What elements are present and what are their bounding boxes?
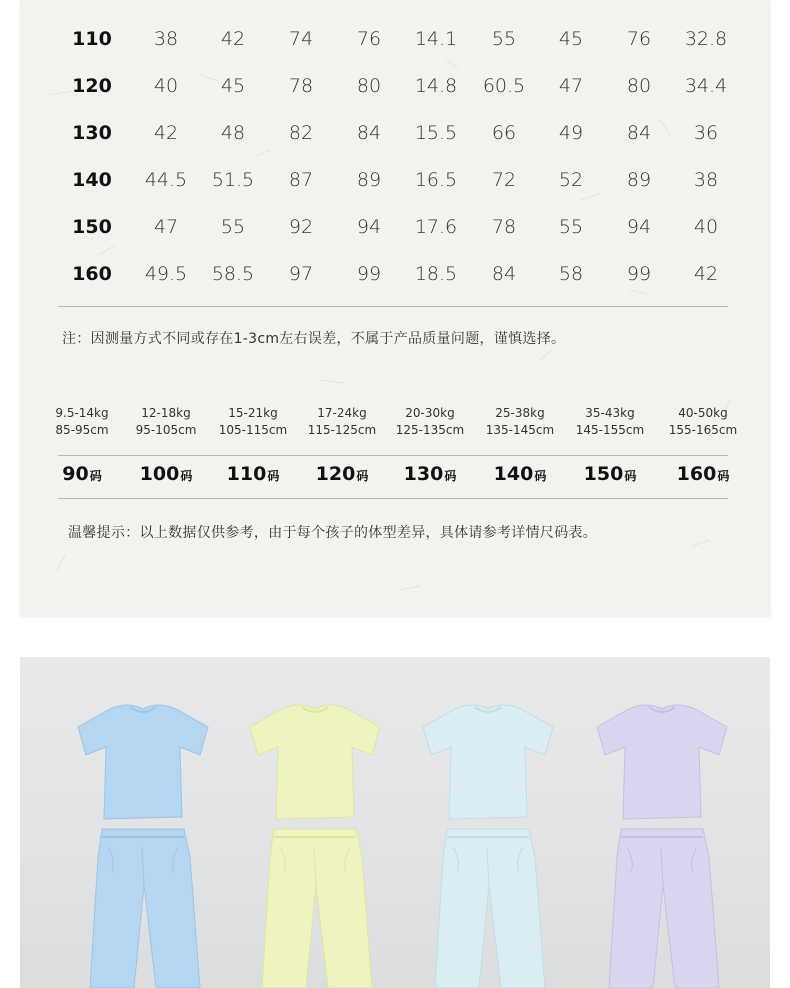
measurement-cell: 47: [153, 216, 179, 238]
size-code: [560, 463, 660, 485]
height-range: 135-145cm: [485, 423, 555, 437]
measurement-cell: 92: [288, 216, 314, 238]
measurement-cell: 40: [153, 75, 179, 97]
height-range: 155-165cm: [668, 423, 738, 437]
measurement-cell: 34.4: [684, 75, 728, 97]
measurement-cell: 84: [491, 263, 517, 285]
measurement-cell: 40: [693, 216, 719, 238]
size-code: [203, 463, 303, 485]
weight-range: 17-24kg: [317, 406, 367, 420]
size-code: [380, 463, 480, 485]
measurement-cell: 52: [558, 169, 584, 191]
size-code-number: 150: [583, 463, 624, 485]
guide-column: [560, 405, 660, 439]
measurement-cell: 32.8: [684, 28, 728, 50]
measurement-cell: 14.1: [414, 28, 458, 50]
measurement-cell: 99: [626, 263, 652, 285]
measurement-cell: 47: [558, 75, 584, 97]
measurement-cell: 36: [693, 122, 719, 144]
size-code-unit: 码: [180, 469, 193, 483]
guide-divider-bottom: [58, 498, 728, 499]
tshirt: [250, 705, 380, 819]
measurement-cell: 87: [288, 169, 314, 191]
size-label: 140: [72, 169, 112, 191]
measurement-cell: 82: [288, 122, 314, 144]
size-label: 120: [72, 75, 112, 97]
size-label: 130: [72, 122, 112, 144]
table-row: [58, 204, 748, 251]
measurement-cell: 45: [558, 28, 584, 50]
measurement-cell: 89: [626, 169, 652, 191]
pants: [90, 829, 200, 988]
measurement-cell: 72: [491, 169, 517, 191]
height-range: 85-95cm: [55, 423, 109, 437]
measurement-cell: 16.5: [414, 169, 458, 191]
measurement-cell: 18.5: [414, 263, 458, 285]
weight-range: 40-50kg: [678, 406, 728, 420]
size-code: [292, 463, 392, 485]
measurement-cell: 51.5: [211, 169, 255, 191]
size-code-unit: 码: [356, 469, 369, 483]
measurement-cell: 78: [288, 75, 314, 97]
measurement-cell: 45: [220, 75, 246, 97]
guide-column: [292, 405, 392, 439]
weight-range: 9.5-14kg: [55, 406, 109, 420]
measurement-cell: 58.5: [211, 263, 255, 285]
size-code-number: 120: [315, 463, 356, 485]
measurement-note: 注：因测量方式不同或存在1-3cm左右误差，不属于产品质量问题，谨慎选择。: [62, 331, 566, 347]
measurement-cell: 80: [356, 75, 382, 97]
measurement-cell: 49.5: [144, 263, 188, 285]
size-label: 150: [72, 216, 112, 238]
table-row: [58, 251, 748, 298]
tshirt: [423, 705, 553, 819]
size-code-unit: 码: [624, 469, 637, 483]
guide-column: [203, 405, 303, 439]
size-code-unit: 码: [444, 469, 457, 483]
height-range: 105-115cm: [218, 423, 288, 437]
size-code-number: 140: [493, 463, 534, 485]
tshirt: [78, 705, 208, 819]
guide-column: [470, 405, 570, 439]
tshirt: [597, 705, 727, 819]
pants: [435, 829, 545, 988]
pants: [609, 829, 719, 988]
measurement-cell: 97: [288, 263, 314, 285]
height-range: 115-125cm: [307, 423, 377, 437]
pants: [262, 829, 372, 988]
table-row: [58, 157, 748, 204]
measurement-cell: 48: [220, 122, 246, 144]
size-code-unit: 码: [534, 469, 547, 483]
measurement-cell: 74: [288, 28, 314, 50]
measurement-cell: 38: [153, 28, 179, 50]
measurement-cell: 94: [626, 216, 652, 238]
size-code: [470, 463, 570, 485]
measurement-cell: 84: [356, 122, 382, 144]
measurement-cell: 55: [491, 28, 517, 50]
measurement-cell: 60.5: [482, 75, 526, 97]
height-range: 125-135cm: [395, 423, 465, 437]
size-chart-card: [20, 0, 770, 615]
outfit-ice-blue: [403, 657, 573, 988]
measurement-cell: 99: [356, 263, 382, 285]
measurement-cell: 42: [220, 28, 246, 50]
measurement-cell: 38: [693, 169, 719, 191]
product-photo: [20, 657, 770, 988]
outfit-sky-blue: [58, 657, 228, 988]
weight-range: 20-30kg: [405, 406, 455, 420]
size-code-number: 100: [139, 463, 180, 485]
outfit-lime-yellow: [230, 657, 400, 988]
guide-column: [653, 405, 753, 439]
sizing-tip: 温馨提示：以上数据仅供参考，由于每个孩子的体型差异，具体请参考详情尺码表。: [68, 525, 598, 541]
measurement-cell: 14.8: [414, 75, 458, 97]
measurement-cell: 42: [153, 122, 179, 144]
measurement-cell: 76: [626, 28, 652, 50]
height-range: 145-155cm: [575, 423, 645, 437]
size-code-unit: 码: [89, 469, 102, 483]
table-row: [58, 110, 748, 157]
measurement-cell: 94: [356, 216, 382, 238]
table-row: [58, 16, 748, 63]
size-code-number: 130: [403, 463, 444, 485]
measurement-cell: 55: [220, 216, 246, 238]
size-label: 110: [72, 28, 112, 50]
height-range: 95-105cm: [135, 423, 197, 437]
size-code-unit: 码: [267, 469, 280, 483]
outfit-lavender: [577, 657, 747, 988]
weight-range: 12-18kg: [141, 406, 191, 420]
measurement-cell: 58: [558, 263, 584, 285]
measurement-cell: 89: [356, 169, 382, 191]
measurement-cell: 55: [558, 216, 584, 238]
weight-range: 15-21kg: [228, 406, 278, 420]
size-code-unit: 码: [717, 469, 730, 483]
measurement-cell: 84: [626, 122, 652, 144]
measurement-cell: 80: [626, 75, 652, 97]
table-divider: [58, 306, 728, 307]
measurement-cell: 42: [693, 263, 719, 285]
weight-range: 25-38kg: [495, 406, 545, 420]
size-code: [116, 463, 216, 485]
measurement-cell: 17.6: [414, 216, 458, 238]
measurement-cell: 49: [558, 122, 584, 144]
guide-divider-top: [58, 455, 728, 456]
size-code: [653, 463, 753, 485]
guide-column: [380, 405, 480, 439]
table-row: [58, 63, 748, 110]
measurement-cell: 66: [491, 122, 517, 144]
weight-range: 35-43kg: [585, 406, 635, 420]
size-code-number: 110: [226, 463, 267, 485]
measurement-cell: 78: [491, 216, 517, 238]
guide-column: [116, 405, 216, 439]
size-code-number: 90: [62, 463, 89, 485]
measurement-cell: 76: [356, 28, 382, 50]
size-label: 160: [72, 263, 112, 285]
measurement-cell: 15.5: [414, 122, 458, 144]
size-code-number: 160: [676, 463, 717, 485]
measurement-cell: 44.5: [144, 169, 188, 191]
